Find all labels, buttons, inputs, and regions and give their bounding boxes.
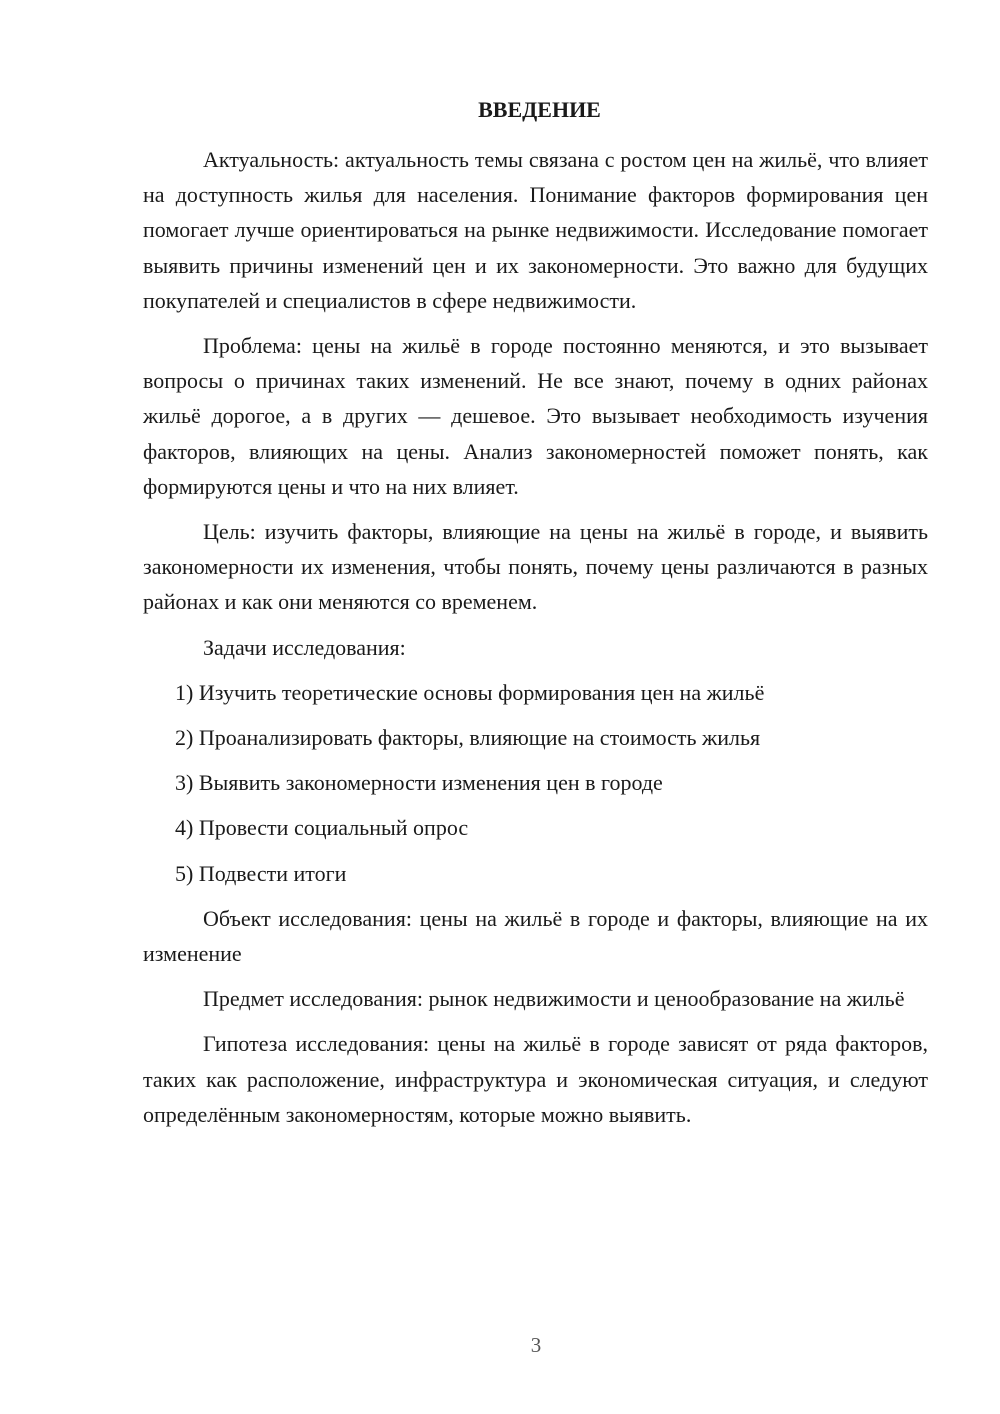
subject-paragraph: Предмет исследования: рынок недвижимости и ценообразование на жильё bbox=[203, 986, 905, 1012]
list-item: 3) Выявить закономерности изменения цен в городе bbox=[175, 770, 663, 796]
list-item: 2) Проанализировать факторы, влияющие на стоимость жилья bbox=[175, 725, 761, 751]
goal-paragraph: Цель: изучить факторы, влияющие на цены на жильё в городе, и выявить закономерности их изменения, чтобы понять, почему цены различаются в разных районах и как они меняются со временем. bbox=[143, 519, 928, 615]
object-paragraph: Объект исследования: цены на жильё в городе и факторы, влияющие на их изменение bbox=[143, 905, 928, 967]
problem-paragraph: Проблема: цены на жильё в городе постоянно меняются, и это вызывает вопросы о причинах таких изменений. Не все знают, почему в одних районах жильё дорогое, а в других — дешевое. Это вызывает необходимость изучения факторов, влияющих на цены. Анализ закономерностей поможет понять, как формируются цены и что на них влияет. bbox=[143, 333, 928, 499]
list-item: 4) Провести социальный опрос bbox=[175, 815, 469, 841]
hypothesis-paragraph: Гипотеза исследования: цены на жильё в городе зависят от ряда факторов, таких как расположение, инфраструктура и экономическая ситуация, и следуют определённым закономерностям, которые можно выявить. bbox=[143, 1031, 928, 1127]
document-page bbox=[143, 96, 928, 1142]
relevance-paragraph: Актуальность: актуальность темы связана с ростом цен на жильё, что влияет на доступность жилья для населения. Понимание факторов формирования цен помогает лучше ориентироваться на рынке недвижимости. Исследование помогает выявить причины изменений цен и их закономерности. Это важно для будущих покупателей и специалистов в сфере недвижимости. bbox=[143, 147, 928, 313]
list-item: 1) Изучить теоретические основы формирования цен на жильё bbox=[175, 679, 765, 705]
page-title: ВВЕДЕНИЕ bbox=[478, 97, 601, 122]
tasks-list bbox=[143, 675, 928, 891]
page-number: 3 bbox=[530, 1333, 542, 1357]
tasks-heading: Задачи исследования: bbox=[203, 634, 406, 660]
list-item: 5) Подвести итоги bbox=[175, 860, 347, 886]
